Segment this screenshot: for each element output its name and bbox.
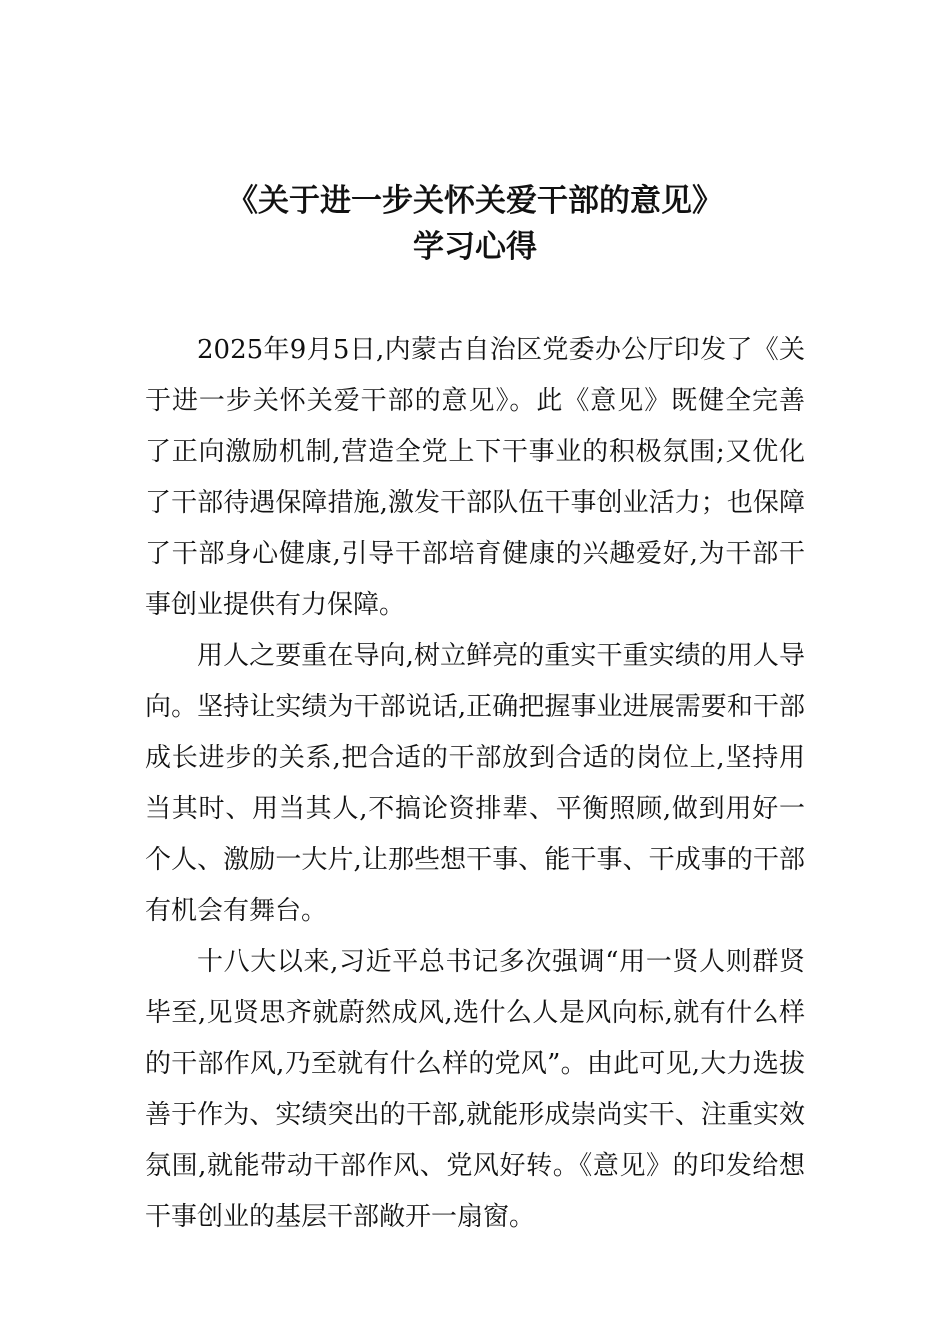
paragraph-3: 十八大以来,习近平总书记多次强调“用一贤人则群贤毕至,见贤思齐就蔚然成风,选什么人是风向标,就有什么样的干部作风,乃至就有什么样的党风”。由此可见,大力选拔善于作为、实绩突出的干部,就能形成崇尚实干、注重实效氛围,就能带动干部作风、党风好转。《意见》的印发给想干事创业的基层干部敞开一扇窗。: [145, 947, 805, 1232]
title-line-1: 《关于进一步关怀关爱干部的意见》: [227, 183, 723, 219]
document-title: [0, 178, 950, 270]
document-body: [145, 325, 805, 1243]
paragraph-2: 用人之要重在导向,树立鲜亮的重实干重实绩的用人导向。坚持让实绩为干部说话,正确把握事业进展需要和干部成长进步的关系,把合适的干部放到合适的岗位上,坚持用当其时、用当其人,不搞论资排辈、平衡照顾,做到用好一个人、激励一大片,让那些想干事、能干事、干成事的干部有机会有舞台。: [145, 641, 805, 926]
paragraph-1: 2025年9月5日,内蒙古自治区党委办公厅印发了《关于进一步关怀关爱干部的意见》。此《意见》既健全完善了正向激励机制,营造全党上下干事业的积极氛围;又优化了干部待遇保障措施,激发干部队伍干事创业活力；也保障了干部身心健康,引导干部培育健康的兴趣爱好,为干部干事创业提供有力保障。: [145, 335, 805, 620]
title-line-2: 学习心得: [413, 229, 537, 265]
